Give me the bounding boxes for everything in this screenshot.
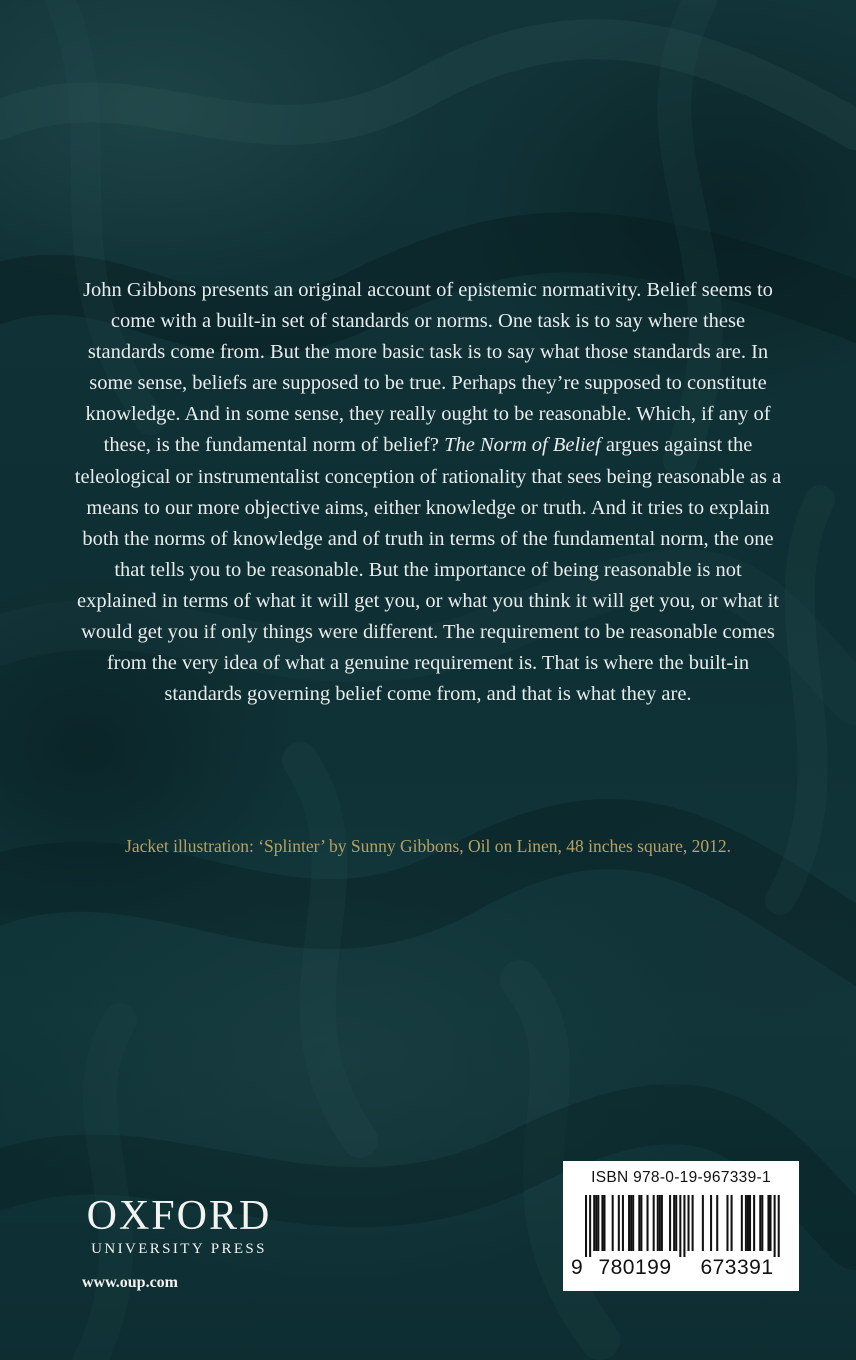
barcode-bar bbox=[679, 1195, 681, 1257]
barcode-bar bbox=[595, 1195, 597, 1251]
barcode-bar bbox=[716, 1195, 718, 1251]
barcode-bar bbox=[749, 1195, 751, 1251]
barcode-bar bbox=[661, 1195, 663, 1251]
barcode-bar bbox=[640, 1195, 642, 1251]
barcode-bar bbox=[688, 1195, 690, 1251]
barcode-bar bbox=[770, 1195, 772, 1251]
blurb-text-part1: John Gibbons presents an original account of epistemic normativity. Belief seems to come with a built-in set of standards or norms. One task is to say where these standards come from. But the more basic task is to say what those standards are. In some sense, beliefs are supposed to be true. Perhaps they’re supposed to constitute knowledge. And in some sense, they really ought to be reasonable. Which, if any of these, is the fundamental norm of belief? bbox=[83, 279, 773, 457]
barcode-bar bbox=[731, 1195, 733, 1251]
barcode-bar bbox=[759, 1195, 761, 1251]
barcode-bar bbox=[630, 1195, 632, 1251]
barcode-lead-digit: 9 bbox=[571, 1256, 584, 1279]
barcode-bar bbox=[753, 1195, 755, 1251]
barcode-bar bbox=[585, 1195, 587, 1257]
barcode-bar bbox=[589, 1195, 591, 1257]
jacket-illustration-credit: Jacket illustration: ‘Splinter’ by Sunny Gibbons, Oil on Linen, 48 inches square, 2012. bbox=[125, 836, 731, 856]
barcode-bar bbox=[726, 1195, 728, 1251]
barcode-bar bbox=[702, 1195, 704, 1251]
barcode-bar bbox=[683, 1195, 685, 1257]
barcode-bar bbox=[622, 1195, 624, 1251]
barcode-bar bbox=[601, 1195, 603, 1251]
blurb-text-part2: argues against the teleological or instrumentalist conception of rationality that sees being reasonable as a means to our more objective aims, either knowledge or truth. And it tries to explain both the norms of knowledge and of truth in terms of the fundamental norm, the one that tells you to be reasonable. But the importance of being reasonable is not explained in terms of what it will get you, or what you think it will get you, or what it would get you if only things were different. The requirement to be reasonable comes from the very idea of what a genuine requirement is. That is where the built-in standards governing belief come from, and that is what they are. bbox=[74, 434, 782, 706]
barcode-bar bbox=[638, 1195, 640, 1251]
barcode-bar bbox=[673, 1195, 675, 1251]
barcode-bar bbox=[647, 1195, 649, 1251]
barcode-bar bbox=[632, 1195, 634, 1251]
publisher-name: OXFORD bbox=[86, 1193, 272, 1239]
book-title: The Norm of Belief bbox=[444, 434, 601, 457]
barcode-bar bbox=[745, 1195, 747, 1251]
barcode-bar bbox=[778, 1195, 780, 1257]
isbn-barcode bbox=[563, 1161, 799, 1291]
barcode-bar bbox=[669, 1195, 671, 1251]
isbn-label: ISBN 978-0-19-967339-1 bbox=[591, 1169, 771, 1186]
barcode-bar bbox=[767, 1195, 769, 1251]
publisher-subname: UNIVERSITY PRESS bbox=[91, 1241, 267, 1257]
barcode-digits bbox=[571, 1256, 793, 1280]
publisher-website: www.oup.com bbox=[82, 1274, 179, 1291]
barcode-bar bbox=[675, 1195, 677, 1251]
barcode-bar bbox=[741, 1195, 743, 1251]
barcode-digit-group-right: 673391 bbox=[700, 1256, 774, 1279]
barcode-digit-group-left: 780199 bbox=[598, 1256, 672, 1279]
barcode-bar bbox=[657, 1195, 659, 1251]
publisher-logo bbox=[79, 1195, 279, 1258]
barcode-bar bbox=[761, 1195, 763, 1251]
barcode-bar bbox=[597, 1195, 599, 1251]
barcode-bars bbox=[571, 1195, 793, 1257]
barcode-bar bbox=[603, 1195, 605, 1251]
barcode-bar bbox=[747, 1195, 749, 1251]
barcode-bar bbox=[628, 1195, 630, 1251]
barcode-bar bbox=[774, 1195, 776, 1257]
cover-blurb bbox=[72, 275, 784, 710]
barcode-bar bbox=[618, 1195, 620, 1251]
barcode-bar bbox=[710, 1195, 712, 1251]
barcode-bar bbox=[612, 1195, 614, 1251]
barcode-bar bbox=[692, 1195, 694, 1251]
barcode-bar bbox=[593, 1195, 595, 1251]
barcode-bar bbox=[659, 1195, 661, 1251]
barcode-bar bbox=[653, 1195, 655, 1251]
